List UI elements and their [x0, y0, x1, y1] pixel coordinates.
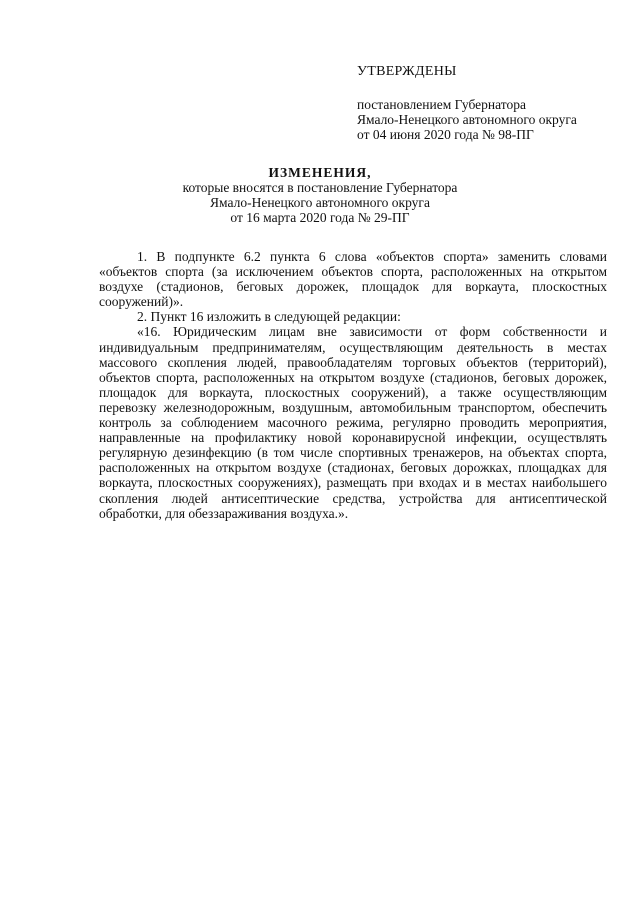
paragraph-1: 1. В подпункте 6.2 пункта 6 слова «объектов спорта» заменить словами «объектов спорта (за исключением объектов спорта, расположенных на открытом воздухе (стадионов, беговых дорожек, площадок для воркаута, плоскостных сооружений)».: [99, 249, 607, 310]
approval-line-1: постановлением Губернатора: [357, 97, 526, 112]
heading-line-1: которые вносятся в постановление Губернатора: [182, 180, 458, 195]
document-heading: [120, 165, 520, 225]
approved-label: УТВЕРЖДЕНЫ: [357, 64, 457, 79]
heading-line-3: от 16 марта 2020 года № 29-ПГ: [230, 210, 410, 225]
paragraph-2: 2. Пункт 16 изложить в следующей редакции:: [137, 309, 401, 325]
approval-line-3: от 04 июня 2020 года № 98-ПГ: [357, 127, 534, 142]
approval-block: [357, 64, 617, 142]
paragraph-3: «16. Юридическим лицам вне зависимости от форм собственности и индивидуальным предпринимателям, осуществляющим деятельность в местах массового скопления людей, правообладателям торговых объектов (территорий), объектов спорта, расположенных на открытом воздухе (стадионов, беговых дорожек, площадок для воркаута, плоскостных сооружений), а также осуществляющим перевозку железнодорожным, воздушным, автомобильным транспортом, обеспечить контроль за соблюдением масочного режима, регулярно проводить мероприятия, направленные на профилактику новой коронавирусной инфекции, осуществлять регулярную дезинфекцию (в том числе спортивных тренажеров, на объектах спорта, расположенных на открытом воздухе (стадионах, беговых дорожках, площадках для воркаута, плоскостных сооружениях), размещать при входах и в местах наибольшего скопления людей антисептические средства, устройства для антисептической обработки, для обеззараживания воздуха.».: [99, 324, 607, 521]
heading-line-2: Ямало-Ненецкого автономного округа: [210, 195, 430, 210]
heading-title: ИЗМЕНЕНИЯ,: [268, 165, 372, 180]
approval-line-2: Ямало-Ненецкого автономного округа: [357, 112, 577, 127]
document-body: [99, 249, 607, 521]
